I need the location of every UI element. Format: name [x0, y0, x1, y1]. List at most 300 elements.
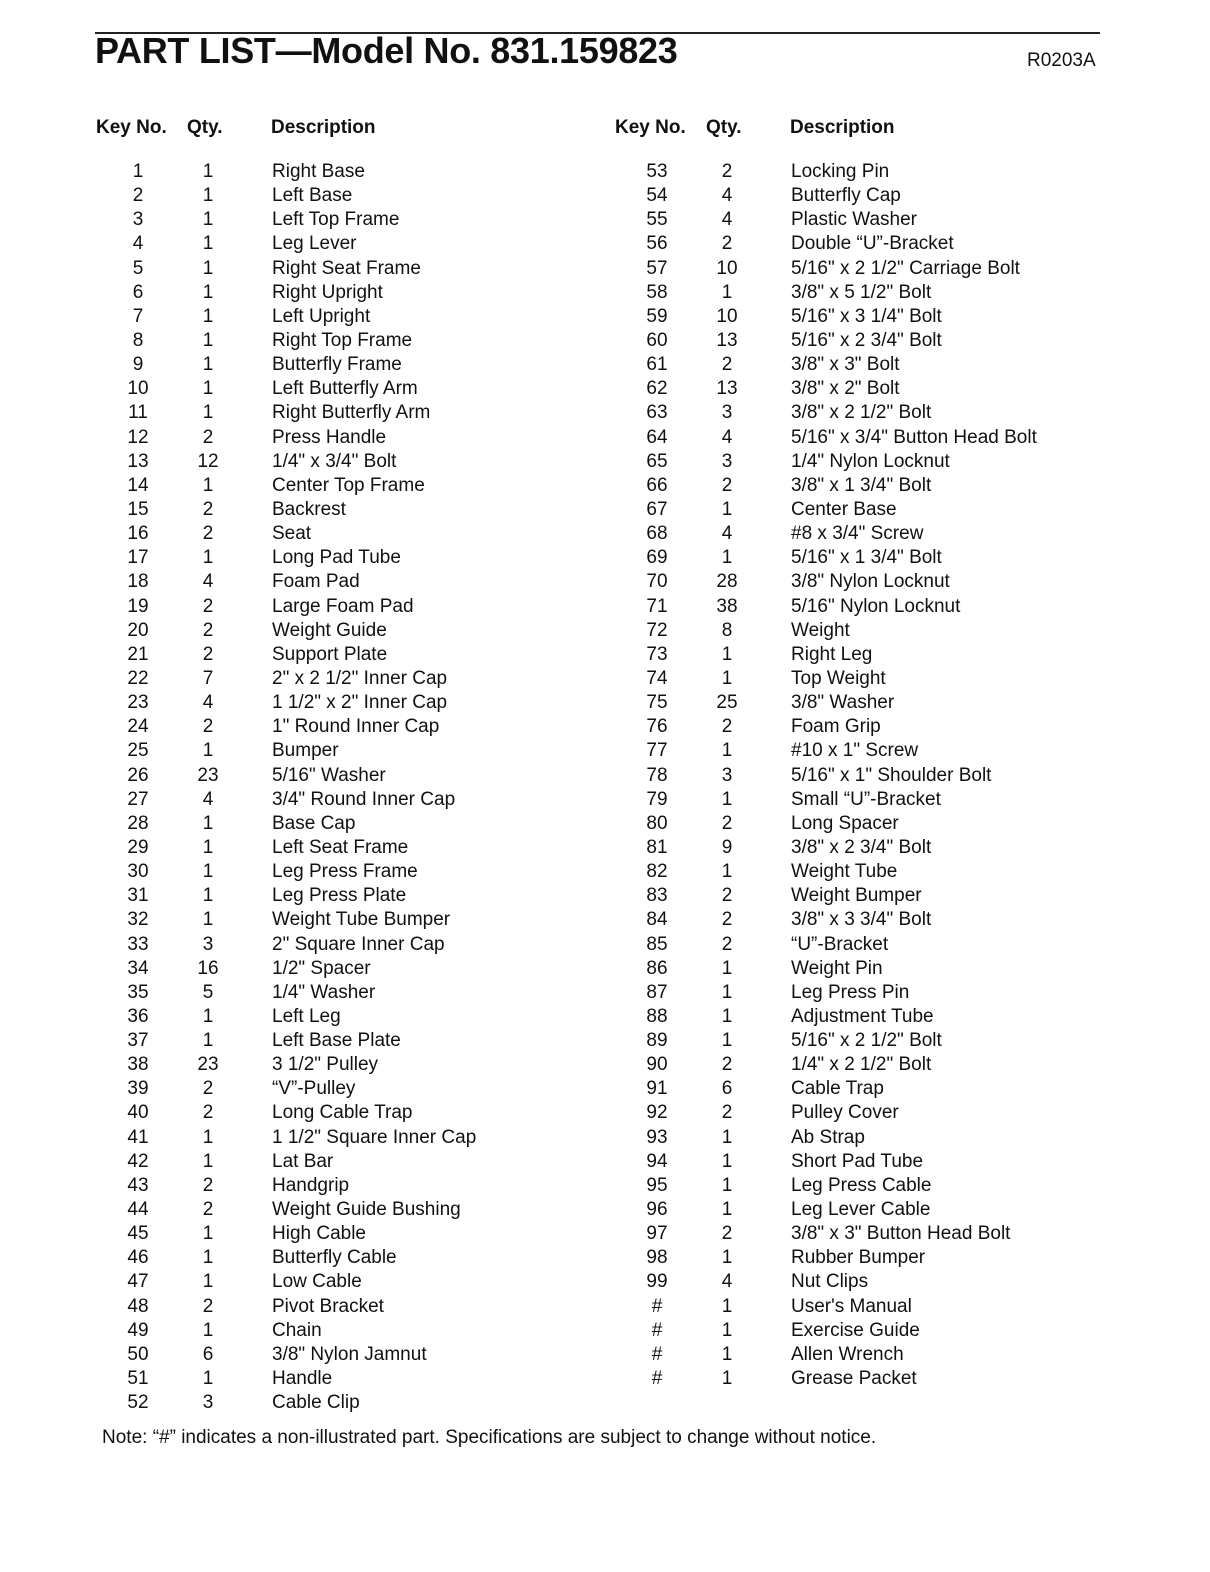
part-description: Pivot Bracket	[272, 1295, 384, 1317]
part-qty: 1	[721, 788, 733, 810]
part-qty: 2	[202, 1174, 214, 1196]
part-qty: 6	[202, 1343, 214, 1365]
part-qty: 4	[721, 1271, 733, 1293]
part-description: 3 1/2" Pulley	[272, 1054, 379, 1076]
part-key-no: 46	[127, 1247, 149, 1269]
part-description: Foam Pad	[272, 571, 360, 593]
part-qty: 1	[202, 257, 214, 279]
part-row	[615, 1077, 1115, 1101]
part-key-no: 99	[646, 1271, 668, 1293]
part-qty: 1	[202, 1368, 214, 1390]
part-key-no: 55	[646, 209, 668, 231]
part-description: #8 x 3/4" Screw	[791, 523, 924, 545]
part-key-no: 87	[646, 981, 668, 1003]
part-row	[96, 1343, 596, 1367]
part-qty: 1	[721, 1247, 733, 1269]
part-qty: 1	[721, 1368, 733, 1390]
part-qty: 1	[721, 1126, 733, 1148]
part-qty: 2	[202, 619, 214, 641]
part-row	[615, 377, 1115, 401]
part-key-no: 45	[127, 1223, 149, 1245]
part-row	[96, 1029, 596, 1053]
part-key-no: 57	[646, 257, 668, 279]
part-row	[615, 981, 1115, 1005]
part-qty: 1	[721, 957, 733, 979]
part-description: Double “U”-Bracket	[791, 233, 954, 255]
part-row	[615, 884, 1115, 908]
part-qty: 1	[721, 1199, 733, 1221]
part-key-no: 4	[132, 233, 144, 255]
part-description: 3/8" x 2" Bolt	[791, 378, 900, 400]
part-row	[96, 667, 596, 691]
part-row	[615, 860, 1115, 884]
parts-column-left	[96, 117, 596, 1415]
part-key-no: 73	[646, 643, 668, 665]
part-row	[615, 667, 1115, 691]
part-qty: 1	[721, 1319, 733, 1341]
part-description: Adjustment Tube	[791, 1005, 934, 1027]
parts-column-right	[615, 117, 1115, 1391]
part-row	[96, 788, 596, 812]
part-key-no: 63	[646, 402, 668, 424]
part-description: 5/16" Washer	[272, 764, 386, 786]
part-qty: 1	[721, 1030, 733, 1052]
part-qty: 1	[202, 1150, 214, 1172]
part-key-no: 37	[127, 1030, 149, 1052]
part-key-no: 48	[127, 1295, 149, 1317]
part-key-no: 24	[127, 716, 149, 738]
part-key-no: 77	[646, 740, 668, 762]
part-row	[615, 546, 1115, 570]
part-description: 5/16" Nylon Locknut	[791, 595, 961, 617]
part-qty: 25	[716, 692, 738, 714]
part-row	[96, 812, 596, 836]
part-qty: 1	[721, 281, 733, 303]
part-key-no: 13	[127, 450, 149, 472]
part-key-no: 6	[132, 281, 144, 303]
part-qty: 1	[202, 233, 214, 255]
part-row	[615, 257, 1115, 281]
part-description: Center Base	[791, 498, 897, 520]
part-description: Weight Guide Bushing	[272, 1199, 461, 1221]
part-key-no: 16	[127, 523, 149, 545]
part-qty: 2	[202, 1295, 214, 1317]
part-row	[615, 908, 1115, 932]
part-row	[615, 426, 1115, 450]
part-key-no: 31	[127, 885, 149, 907]
part-row	[615, 691, 1115, 715]
part-description: Handgrip	[272, 1174, 350, 1196]
part-row	[615, 160, 1115, 184]
part-row	[615, 1198, 1115, 1222]
part-row	[96, 546, 596, 570]
part-row	[96, 643, 596, 667]
part-description: 3/8" x 2 1/2" Bolt	[791, 402, 932, 424]
description-header: Description	[790, 117, 895, 138]
part-row	[615, 739, 1115, 763]
part-qty: 1	[202, 1126, 214, 1148]
part-description: Leg Press Plate	[272, 885, 407, 907]
part-row	[96, 401, 596, 425]
part-description: High Cable	[272, 1223, 366, 1245]
part-key-no: 76	[646, 716, 668, 738]
part-key-no: 51	[127, 1368, 149, 1390]
part-row	[615, 570, 1115, 594]
part-row	[96, 160, 596, 184]
part-key-no: 34	[127, 957, 149, 979]
part-key-no: 17	[127, 547, 149, 569]
part-row	[615, 329, 1115, 353]
part-row	[96, 1005, 596, 1029]
part-description: 3/8" x 2 3/4" Bolt	[791, 836, 932, 858]
part-description: 5/16" x 2 1/2" Bolt	[791, 1030, 942, 1052]
part-row	[615, 933, 1115, 957]
part-row	[96, 474, 596, 498]
part-qty: 2	[721, 933, 733, 955]
part-description: 5/16" x 3/4" Button Head Bolt	[791, 426, 1037, 448]
part-qty: 2	[202, 498, 214, 520]
part-row	[615, 1343, 1115, 1367]
part-key-no: 81	[646, 836, 668, 858]
part-key-no: 21	[127, 643, 149, 665]
part-description: Right Leg	[791, 643, 873, 665]
part-key-no: 30	[127, 861, 149, 883]
part-key-no: 33	[127, 933, 149, 955]
part-description: Pulley Cover	[791, 1102, 899, 1124]
part-key-no: 18	[127, 571, 149, 593]
part-description: Ab Strap	[791, 1126, 865, 1148]
part-qty: 4	[202, 788, 214, 810]
document-code: R0203A	[1027, 50, 1096, 71]
part-key-no: 7	[132, 305, 144, 327]
part-row	[96, 208, 596, 232]
part-row	[96, 860, 596, 884]
part-qty: 4	[721, 523, 733, 545]
part-qty: 1	[202, 909, 214, 931]
part-description: 1 1/2" x 2" Inner Cap	[272, 692, 448, 714]
part-description: 1" Round Inner Cap	[272, 716, 440, 738]
part-qty: 2	[202, 595, 214, 617]
part-qty: 2	[202, 1199, 214, 1221]
part-key-no: 80	[646, 812, 668, 834]
part-description: Foam Grip	[791, 716, 881, 738]
part-qty: 4	[721, 426, 733, 448]
part-qty: 10	[716, 305, 738, 327]
part-key-no: 43	[127, 1174, 149, 1196]
part-description: Butterfly Cap	[791, 185, 901, 207]
part-key-no: 50	[127, 1343, 149, 1365]
part-qty: 1	[202, 1223, 214, 1245]
part-qty: 23	[197, 764, 219, 786]
part-description: Support Plate	[272, 643, 388, 665]
part-qty: 1	[202, 209, 214, 231]
part-description: Butterfly Cable	[272, 1247, 397, 1269]
part-description: Short Pad Tube	[791, 1150, 924, 1172]
part-row	[96, 353, 596, 377]
part-description: Lat Bar	[272, 1150, 334, 1172]
part-description: 3/8" x 3" Button Head Bolt	[791, 1223, 1011, 1245]
part-key-no: 49	[127, 1319, 149, 1341]
part-row	[615, 1101, 1115, 1125]
part-key-no: 72	[646, 619, 668, 641]
part-key-no: 70	[646, 571, 668, 593]
part-key-no: 8	[132, 329, 144, 351]
part-row	[615, 619, 1115, 643]
part-description: Left Butterfly Arm	[272, 378, 418, 400]
part-row	[96, 1053, 596, 1077]
part-row	[96, 1319, 596, 1343]
part-description: 2" Square Inner Cap	[272, 933, 445, 955]
part-row	[615, 764, 1115, 788]
part-description: 3/4" Round Inner Cap	[272, 788, 456, 810]
part-row	[96, 1391, 596, 1415]
part-description: 5/16" x 2 3/4" Bolt	[791, 329, 942, 351]
part-description: Left Seat Frame	[272, 836, 409, 858]
part-description: 5/16" x 3 1/4" Bolt	[791, 305, 942, 327]
part-qty: 1	[721, 981, 733, 1003]
part-qty: 2	[721, 716, 733, 738]
part-row	[96, 1367, 596, 1391]
part-description: Small “U”-Bracket	[791, 788, 941, 810]
part-description: Left Upright	[272, 305, 371, 327]
part-row	[615, 1174, 1115, 1198]
part-row	[96, 1150, 596, 1174]
part-key-no: 22	[127, 667, 149, 689]
part-description: Right Upright	[272, 281, 383, 303]
part-description: Exercise Guide	[791, 1319, 920, 1341]
part-row	[96, 933, 596, 957]
part-description: 1/4" x 3/4" Bolt	[272, 450, 397, 472]
part-row	[615, 184, 1115, 208]
part-description: Weight	[791, 619, 850, 641]
part-row	[615, 788, 1115, 812]
part-description: User's Manual	[791, 1295, 912, 1317]
part-key-no: 15	[127, 498, 149, 520]
part-row	[96, 232, 596, 256]
part-row	[615, 1029, 1115, 1053]
part-qty: 1	[202, 378, 214, 400]
part-description: Long Spacer	[791, 812, 899, 834]
part-key-no: 19	[127, 595, 149, 617]
parts-list-left	[96, 160, 596, 1415]
part-description: 3/8" x 5 1/2" Bolt	[791, 281, 932, 303]
part-description: Butterfly Frame	[272, 354, 402, 376]
part-row	[615, 208, 1115, 232]
part-description: Locking Pin	[791, 161, 890, 182]
part-qty: 2	[721, 161, 733, 182]
part-row	[96, 377, 596, 401]
part-key-no: 3	[132, 209, 144, 231]
part-key-no: 38	[127, 1054, 149, 1076]
part-qty: 2	[721, 909, 733, 931]
part-qty: 7	[202, 667, 214, 689]
part-key-no: 71	[646, 595, 668, 617]
part-key-no: 82	[646, 861, 668, 883]
part-row	[615, 643, 1115, 667]
key-no-header: Key No.	[96, 117, 167, 138]
part-qty: 12	[197, 450, 219, 472]
part-description: Plastic Washer	[791, 209, 917, 231]
part-description: Right Seat Frame	[272, 257, 421, 279]
part-key-no: 32	[127, 909, 149, 931]
part-description: 1/4" Nylon Locknut	[791, 450, 950, 472]
part-key-no: #	[651, 1319, 663, 1341]
description-header: Description	[271, 117, 376, 138]
part-description: Bumper	[272, 740, 339, 762]
part-qty: 1	[202, 1319, 214, 1341]
qty-header: Qty.	[706, 117, 742, 138]
part-row	[615, 353, 1115, 377]
part-qty: 1	[721, 740, 733, 762]
part-key-no: 54	[646, 185, 668, 207]
part-description: Left Base Plate	[272, 1030, 401, 1052]
part-key-no: 66	[646, 474, 668, 496]
part-description: Leg Press Cable	[791, 1174, 932, 1196]
part-key-no: 86	[646, 957, 668, 979]
part-row	[96, 1270, 596, 1294]
part-row	[96, 595, 596, 619]
part-description: Leg Press Frame	[272, 861, 418, 883]
part-qty: 4	[202, 571, 214, 593]
part-row	[615, 281, 1115, 305]
part-row	[96, 691, 596, 715]
part-qty: 3	[202, 933, 214, 955]
part-key-no: 78	[646, 764, 668, 786]
part-qty: 1	[202, 885, 214, 907]
part-key-no: 53	[646, 161, 668, 182]
part-description: 3/8" Washer	[791, 692, 895, 714]
part-description: Weight Tube Bumper	[272, 909, 451, 931]
part-key-no: 36	[127, 1005, 149, 1027]
part-row	[615, 1367, 1115, 1391]
part-qty: 1	[202, 161, 214, 182]
part-description: 1 1/2" Square Inner Cap	[272, 1126, 477, 1148]
part-qty: 2	[721, 1102, 733, 1124]
part-row	[96, 570, 596, 594]
part-row	[96, 1246, 596, 1270]
part-row	[96, 305, 596, 329]
part-row	[96, 257, 596, 281]
part-row	[96, 836, 596, 860]
part-row	[615, 1150, 1115, 1174]
part-qty: 38	[716, 595, 738, 617]
part-description: Top Weight	[791, 667, 886, 689]
part-description: Weight Guide	[272, 619, 387, 641]
part-key-no: 12	[127, 426, 149, 448]
part-description: Long Cable Trap	[272, 1102, 413, 1124]
part-key-no: 20	[127, 619, 149, 641]
part-row	[96, 329, 596, 353]
part-description: Allen Wrench	[791, 1343, 904, 1365]
part-description: 3/8" x 3" Bolt	[791, 354, 900, 376]
part-row	[615, 450, 1115, 474]
part-key-no: 79	[646, 788, 668, 810]
part-qty: 1	[721, 643, 733, 665]
part-key-no: 74	[646, 667, 668, 689]
part-key-no: 75	[646, 692, 668, 714]
part-row	[96, 1101, 596, 1125]
part-description: Low Cable	[272, 1271, 362, 1293]
part-qty: 16	[197, 957, 219, 979]
part-key-no: 2	[132, 185, 144, 207]
part-qty: 2	[202, 643, 214, 665]
part-description: Left Top Frame	[272, 209, 400, 231]
part-description: Leg Lever	[272, 233, 357, 255]
parts-list-right	[615, 160, 1115, 1391]
part-qty: 1	[202, 354, 214, 376]
part-key-no: 39	[127, 1078, 149, 1100]
part-qty: 2	[721, 474, 733, 496]
part-key-no: 59	[646, 305, 668, 327]
part-qty: 1	[202, 474, 214, 496]
part-description: 1/4" Washer	[272, 981, 376, 1003]
part-qty: 2	[202, 716, 214, 738]
part-description: 1/2" Spacer	[272, 957, 371, 979]
part-qty: 2	[721, 1223, 733, 1245]
part-key-no: 40	[127, 1102, 149, 1124]
part-qty: 1	[202, 836, 214, 858]
part-qty: 1	[202, 547, 214, 569]
qty-header: Qty.	[187, 117, 223, 138]
part-key-no: 9	[132, 354, 144, 376]
part-qty: 1	[721, 861, 733, 883]
footnote: Note: “#” indicates a non-illustrated part. Specifications are subject to change without notice.	[102, 1427, 877, 1448]
part-qty: 1	[202, 329, 214, 351]
part-key-no: 84	[646, 909, 668, 931]
part-key-no: 67	[646, 498, 668, 520]
part-qty: 4	[721, 185, 733, 207]
part-row	[96, 450, 596, 474]
part-key-no: 10	[127, 378, 149, 400]
part-row	[615, 1295, 1115, 1319]
part-qty: 8	[721, 619, 733, 641]
part-description: “U”-Bracket	[791, 933, 889, 955]
part-qty: 1	[721, 1174, 733, 1196]
part-key-no: #	[651, 1343, 663, 1365]
part-key-no: 98	[646, 1247, 668, 1269]
part-description: Weight Bumper	[791, 885, 922, 907]
part-key-no: 93	[646, 1126, 668, 1148]
part-qty: 1	[721, 547, 733, 569]
part-key-no: 65	[646, 450, 668, 472]
part-description: 3/8" Nylon Locknut	[791, 571, 950, 593]
part-qty: 4	[202, 692, 214, 714]
part-qty: 3	[721, 764, 733, 786]
part-qty: 1	[721, 1150, 733, 1172]
part-row	[615, 1319, 1115, 1343]
part-row	[96, 522, 596, 546]
part-row	[96, 184, 596, 208]
part-qty: 1	[721, 498, 733, 520]
part-key-no: 25	[127, 740, 149, 762]
part-qty: 2	[721, 885, 733, 907]
part-description: 1/4" x 2 1/2" Bolt	[791, 1054, 932, 1076]
part-qty: 28	[716, 571, 738, 593]
part-description: 2" x 2 1/2" Inner Cap	[272, 667, 448, 689]
part-key-no: 52	[127, 1392, 149, 1414]
part-qty: 1	[202, 402, 214, 424]
part-row	[615, 1005, 1115, 1029]
page-title: PART LIST—Model No. 831.159823	[95, 30, 678, 71]
part-qty: 1	[202, 861, 214, 883]
part-row	[96, 908, 596, 932]
part-description: 5/16" x 1" Shoulder Bolt	[791, 764, 992, 786]
part-qty: 1	[202, 1030, 214, 1052]
part-qty: 2	[721, 233, 733, 255]
part-row	[615, 1270, 1115, 1294]
part-key-no: 5	[132, 257, 144, 279]
part-row	[615, 957, 1115, 981]
